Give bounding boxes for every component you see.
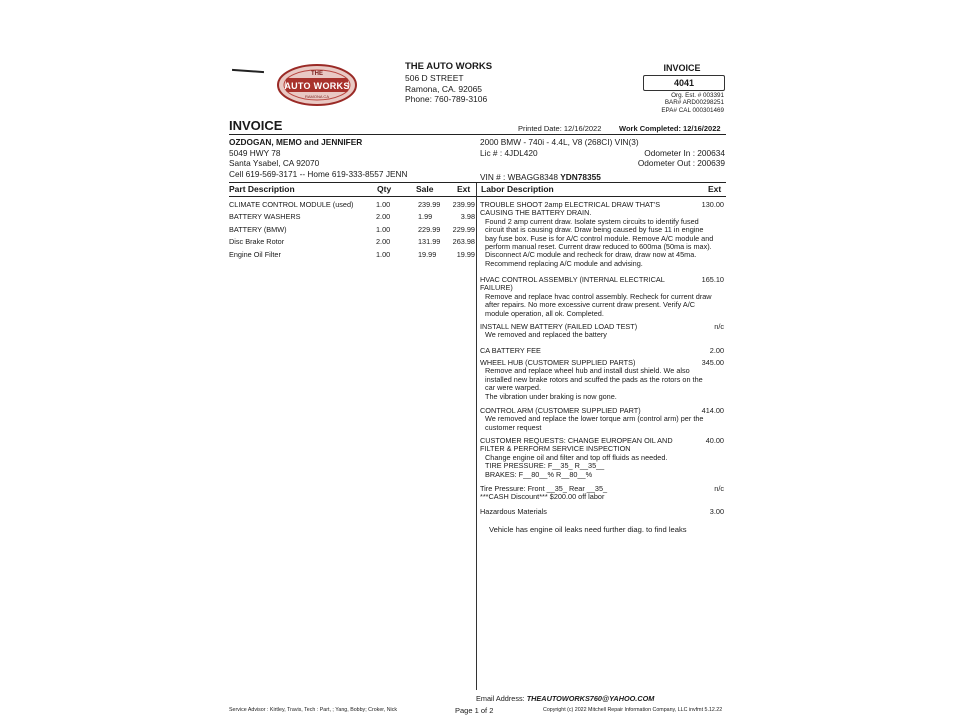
labor-title: TROUBLE SHOOT 2amp ELECTRICAL DRAW THAT'S CAUSING THE BATTERY DRAIN. <box>480 200 661 218</box>
customer-name: OZDOGAN, MEMO and JENNIFER <box>229 137 363 147</box>
labor-note: Vehicle has engine oil leaks need further diag. to find leaks <box>489 525 687 534</box>
vin <box>480 172 601 182</box>
svg-text:THE: THE <box>311 71 323 77</box>
part-ext: 263.98 <box>452 237 475 246</box>
vin-suffix: YDN78355 <box>560 172 601 182</box>
invoice-number: 4041 <box>643 75 725 91</box>
org-est: Org. Est. # 003391 <box>671 92 724 99</box>
parts-header-desc: Part Description <box>229 184 295 194</box>
part-desc: BATTERY WASHERS <box>229 212 301 221</box>
labor-detail: Remove and replace hvac control assembly. Recheck for current draw after repairs. No more excessive current draw present. Verify A/C module operation, all ok. Completed. <box>485 291 712 318</box>
parts-header-ext: Ext <box>457 184 471 194</box>
labor-amount: 2.00 <box>709 346 724 355</box>
vin-prefix: VIN # : WBAGG8348 <box>480 172 561 182</box>
labor-title: CA BATTERY FEE <box>480 346 541 355</box>
shop-name: THE AUTO WORKS <box>405 61 493 72</box>
bar-number: BAR# ARD00298251 <box>664 99 724 107</box>
table-row <box>229 237 475 249</box>
part-qty: 1.00 <box>376 250 391 259</box>
invoice-box-title: INVOICE <box>663 63 701 73</box>
table-row <box>229 250 475 262</box>
labor-amount: 165.10 <box>701 275 724 284</box>
service-advisor: Service Advisor : Kirtley, Travis, Tech : Part, ; Yang, Bobby; Croker, Nick <box>229 707 397 713</box>
shop-city: Ramona, CA. 92065 <box>405 83 483 94</box>
part-ext: 3.98 <box>460 212 475 221</box>
copyright: Copyright (c) 2022 Mitchell Repair Information Company, LLC invfmt 5.12.22 <box>543 707 723 713</box>
part-sale: 1.99 <box>418 212 433 221</box>
work-completed: Work Completed: 12/16/2022 <box>619 124 721 133</box>
labor-item <box>480 201 724 268</box>
customer-address2: Santa Ysabel, CA 92070 <box>229 158 320 169</box>
part-qty: 1.00 <box>376 225 391 234</box>
labor-item <box>480 276 724 318</box>
labor-amount: 40.00 <box>705 436 724 445</box>
labor-amount: 3.00 <box>709 507 724 516</box>
svg-text:RAMONA CA: RAMONA CA <box>304 94 330 99</box>
part-qty: 2.00 <box>376 212 391 221</box>
table-top-rule <box>229 182 726 183</box>
part-sale: 239.99 <box>418 200 441 209</box>
labor-detail: We removed and replace the lower torque arm (control arm) per the customer request <box>485 414 704 432</box>
part-sale: 229.99 <box>418 225 441 234</box>
column-divider <box>476 183 477 690</box>
labor-detail: Remove and replace wheel hub and install dust shield. We also installed new brake rotors and scuffed the pads as the rotors on the car were warped. <box>485 366 703 393</box>
labor-item <box>480 407 724 432</box>
labor-header-desc: Labor Description <box>481 184 554 194</box>
part-desc: CLIMATE CONTROL MODULE (used) <box>229 200 354 209</box>
part-desc: BATTERY (BMW) <box>229 225 287 234</box>
customer-phones: Cell 619-569-3171 -- Home 619-333-8557 JENN <box>229 168 408 179</box>
labor-item <box>480 347 724 355</box>
pen-mark <box>232 69 264 73</box>
labor-item <box>480 437 724 479</box>
labor-amount: n/c <box>714 322 724 331</box>
labor-item <box>480 323 724 340</box>
part-ext: 239.99 <box>452 200 475 209</box>
labor-amount: 130.00 <box>701 200 724 209</box>
email-value: THEAUTOWORKS760@YAHOO.COM <box>526 694 655 703</box>
part-ext: 19.99 <box>456 250 475 259</box>
customer-address1: 5049 HWY 78 <box>229 147 281 158</box>
labor-title: CONTROL ARM (CUSTOMER SUPPLIED PART) <box>480 406 641 415</box>
labor-item <box>480 508 724 516</box>
odometer-in: Odometer In : 200634 <box>644 147 725 158</box>
labor-detail: Found 2 amp current draw. Isolate system circuits to identify fused circuit that is causing draw. Draw being caused by fuse 11 in engine bay fuse box. Fuse is for A/C control module. Remove A/C module and perform manual reset. Current draw reduced to 600ma (50ma is max). Disconnect A/C module and recheck for draw, draw now at 45ma. Recommend replacing A/C module and advising. <box>485 216 714 268</box>
labor-amount: 414.00 <box>701 406 724 415</box>
part-desc: Disc Brake Rotor <box>229 237 285 246</box>
labor-detail: Change engine oil and filter and top off fluids as needed. <box>485 452 668 462</box>
parts-header-sale: Sale <box>416 184 434 194</box>
license-plate: Lic # : 4JDL420 <box>480 147 538 158</box>
labor-item <box>480 359 724 401</box>
page-number: Page 1 of 2 <box>455 706 494 715</box>
labor-item <box>480 485 724 502</box>
document-title: INVOICE <box>229 118 283 133</box>
vehicle-desc: 2000 BMW - 740i - 4.4L, V8 (268CI) VIN(3) <box>480 137 639 147</box>
labor-title: CUSTOMER REQUESTS: CHANGE EUROPEAN OIL AND FILTER & PERFORM SERVICE INSPECTION <box>480 436 673 454</box>
vehicle-block <box>480 137 725 169</box>
labor-title: Tire Pressure: Front __35_ Rear __35_ <box>480 484 608 493</box>
table-row <box>229 212 475 224</box>
part-desc: Engine Oil Filter <box>229 250 281 259</box>
table-row <box>229 225 475 237</box>
part-sale: 19.99 <box>418 250 437 259</box>
customer-block <box>229 137 407 179</box>
printed-date: Printed Date: 12/16/2022 <box>518 124 602 133</box>
labor-title: INSTALL NEW BATTERY (FAILED LOAD TEST) <box>480 322 638 331</box>
email-label: Email Address: <box>476 694 527 703</box>
labor-detail-2: TIRE PRESSURE: F__35_ R__35__ <box>485 461 605 471</box>
part-ext: 229.99 <box>452 225 475 234</box>
table-header-rule <box>229 196 726 197</box>
labor-title: Hazardous Materials <box>480 507 547 516</box>
email-address <box>476 694 654 703</box>
shop-street: 506 D STREET <box>405 72 464 83</box>
labor-amount: n/c <box>714 484 724 493</box>
labor-header-ext: Ext <box>708 184 722 194</box>
odometer-out: Odometer Out : 200639 <box>637 158 725 169</box>
license-refs <box>600 92 724 114</box>
labor-detail: We removed and replaced the battery <box>485 330 607 340</box>
epa-number: EPA# CAL 000301469 <box>661 106 724 114</box>
shop-info <box>405 62 492 105</box>
header-divider <box>229 134 726 135</box>
parts-header-qty: Qty <box>377 184 392 194</box>
labor-detail-2: The vibration under braking is now gone. <box>485 391 617 401</box>
labor-title: HVAC CONTROL ASSEMBLY (INTERNAL ELECTRICAL FAILURE) <box>480 275 665 293</box>
labor-detail-3: BRAKES: F__80__% R__80__% <box>485 469 593 479</box>
shop-logo <box>276 63 358 107</box>
svg-text:AUTO WORKS: AUTO WORKS <box>284 81 350 91</box>
part-qty: 2.00 <box>376 237 391 246</box>
table-row <box>229 200 475 212</box>
labor-title: WHEEL HUB (CUSTOMER SUPPLIED PARTS) <box>480 358 636 367</box>
part-sale: 131.99 <box>418 237 441 246</box>
labor-detail: ***CASH Discount*** $200.00 off labor <box>480 492 605 502</box>
part-qty: 1.00 <box>376 200 391 209</box>
labor-amount: 345.00 <box>701 358 724 367</box>
shop-phone: Phone: 760-789-3106 <box>405 94 488 105</box>
